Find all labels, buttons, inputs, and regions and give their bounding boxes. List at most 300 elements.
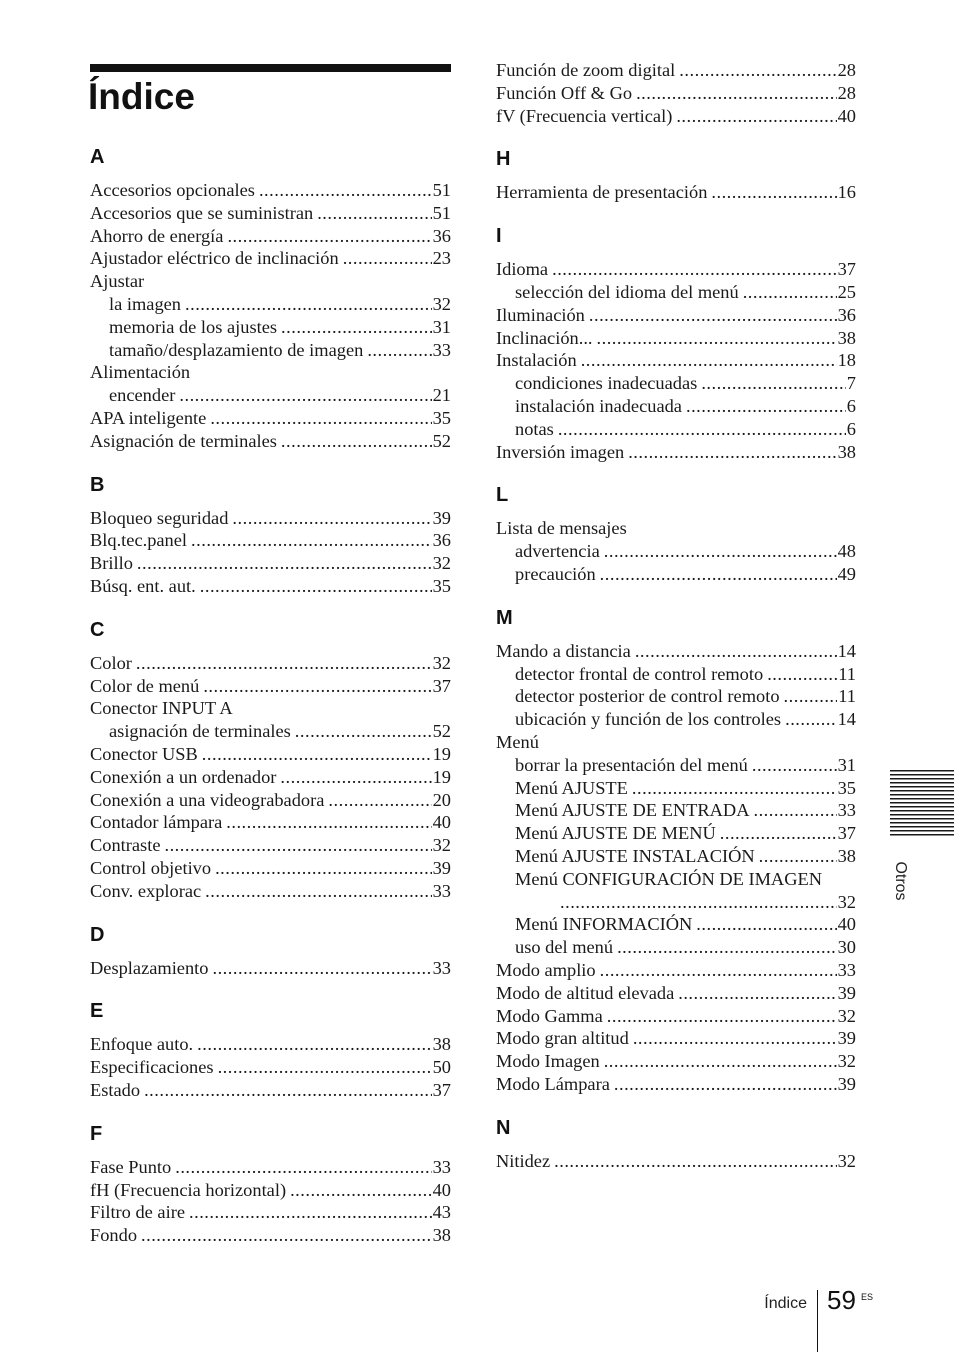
index-entry	[90, 1056, 451, 1079]
index-term: la imagen	[109, 293, 182, 314]
index-entry	[496, 1005, 856, 1028]
index-entry	[90, 766, 451, 789]
index-page-number: 36	[837, 304, 856, 325]
dot-leader	[175, 1156, 431, 1179]
index-entry	[90, 1201, 451, 1224]
index-term: detector frontal de control remoto	[515, 663, 764, 684]
index-term: fH (Frecuencia horizontal)	[90, 1179, 287, 1200]
index-term: Color de menú	[90, 675, 200, 696]
dot-leader	[676, 105, 836, 128]
page-language-code: ES	[861, 1292, 874, 1302]
dot-leader	[554, 1150, 836, 1173]
dot-leader	[205, 880, 431, 903]
dot-leader	[711, 181, 836, 204]
index-letter-heading: I	[496, 225, 502, 248]
dot-leader	[343, 247, 432, 270]
footer-divider	[817, 1290, 818, 1352]
index-entry	[496, 1150, 856, 1173]
index-section	[90, 145, 451, 453]
index-term: Desplazamiento	[90, 957, 209, 978]
dot-leader	[558, 418, 846, 441]
dot-leader	[259, 179, 432, 202]
index-term: Inclinación...	[496, 327, 593, 348]
dot-leader	[678, 982, 836, 1005]
index-page-number: 49	[837, 563, 856, 584]
index-term: Conexión a una videograbadora	[90, 789, 325, 810]
dot-leader	[226, 811, 431, 834]
index-section	[90, 1122, 451, 1247]
index-entry	[496, 868, 856, 891]
index-entry	[90, 270, 451, 293]
dot-leader	[164, 834, 431, 857]
index-entry	[496, 563, 856, 586]
index-page-number: 37	[432, 1079, 451, 1100]
index-entry	[496, 105, 856, 128]
index-term: Brillo	[90, 553, 133, 574]
dot-leader	[635, 640, 837, 663]
index-section	[496, 606, 856, 1096]
index-entry	[90, 179, 451, 202]
section-tab-marker	[890, 770, 954, 836]
index-entry	[90, 247, 451, 270]
dot-leader	[212, 957, 431, 980]
index-entry	[496, 891, 856, 914]
index-page-number: 37	[837, 823, 856, 844]
page-number: 59	[827, 1285, 856, 1315]
index-page-number: 33	[432, 957, 451, 978]
dot-leader	[210, 407, 431, 430]
index-page-number: 19	[432, 766, 451, 787]
dot-leader	[696, 913, 836, 936]
index-term: Ahorro de energía	[90, 225, 224, 246]
index-page-number: 21	[432, 385, 451, 406]
index-page-number: 43	[432, 1202, 451, 1223]
dot-leader	[232, 507, 431, 530]
index-page-number: 39	[837, 1073, 856, 1094]
dot-leader	[189, 1201, 432, 1224]
index-entry	[496, 959, 856, 982]
index-term: Contador lámpara	[90, 812, 223, 833]
index-term: advertencia	[515, 541, 600, 562]
index-section	[90, 473, 451, 598]
dot-leader	[752, 754, 837, 777]
index-section	[496, 1116, 856, 1173]
index-entry	[496, 181, 856, 204]
index-page-number: 33	[432, 1156, 451, 1177]
index-page-number: 36	[432, 225, 451, 246]
index-page-number: 39	[837, 982, 856, 1003]
index-term: Menú AJUSTE INSTALACIÓN	[515, 845, 755, 866]
index-term: Color	[90, 652, 132, 673]
index-term: Accesorios opcionales	[90, 180, 255, 200]
index-term: encender	[109, 385, 176, 406]
index-page-number: 28	[837, 82, 856, 103]
index-letter-heading: L	[496, 484, 509, 507]
index-page-number: 32	[432, 553, 451, 574]
index-term: Menú AJUSTE DE ENTRADA	[515, 800, 750, 821]
index-entry	[496, 1050, 856, 1073]
index-entry	[496, 540, 856, 563]
index-letter-heading: E	[90, 1000, 104, 1023]
index-entry	[90, 1156, 451, 1179]
index-term: Bloqueo seguridad	[90, 507, 229, 528]
dot-leader	[617, 936, 837, 959]
index-entry	[90, 675, 451, 698]
index-entry	[90, 384, 451, 407]
index-page-number: 39	[837, 1028, 856, 1049]
index-entry	[496, 517, 856, 540]
index-term: Conv. explorac	[90, 880, 202, 901]
index-page-number: 32	[837, 1005, 856, 1026]
index-page-number: 6	[846, 418, 856, 439]
index-column-left	[90, 145, 451, 1267]
index-page-number: 32	[837, 1051, 856, 1072]
dot-leader	[633, 1027, 837, 1050]
index-page-number: 31	[837, 754, 856, 775]
index-term: Alimentación	[90, 362, 191, 383]
index-term: Conector USB	[90, 743, 198, 764]
index-entry	[496, 777, 856, 800]
index-page-number: 52	[432, 430, 451, 451]
dot-leader	[144, 1079, 432, 1102]
index-letter-heading: N	[496, 1116, 511, 1139]
footer-section-label: Índice	[764, 1295, 807, 1312]
index-term: Lista de mensajes	[496, 518, 627, 539]
index-page-number: 35	[432, 575, 451, 596]
index-term: Modo Imagen	[496, 1051, 600, 1072]
index-entry	[496, 395, 856, 418]
dot-leader	[290, 1179, 432, 1202]
index-entry	[90, 1179, 451, 1202]
index-page-number: 37	[837, 259, 856, 280]
index-page-number: 14	[837, 640, 856, 661]
dot-leader	[203, 675, 431, 698]
index-entry	[90, 811, 451, 834]
dot-leader	[367, 339, 431, 362]
index-term: notas	[515, 418, 554, 439]
index-term: Modo de altitud elevada	[496, 982, 675, 1003]
index-page-number: 51	[432, 202, 451, 223]
index-entry	[90, 507, 451, 530]
dot-leader	[679, 59, 836, 82]
index-entry	[90, 789, 451, 812]
index-page-number: 23	[432, 248, 451, 269]
dot-leader	[552, 258, 837, 281]
index-entry	[90, 361, 451, 384]
index-entry	[90, 720, 451, 743]
index-column-right	[496, 59, 856, 1192]
index-page-number: 30	[837, 937, 856, 958]
index-term: Especificaciones	[90, 1057, 214, 1078]
index-letter-heading: D	[90, 923, 105, 946]
index-page-number: 11	[838, 663, 856, 684]
index-letter-heading: M	[496, 606, 513, 629]
dot-leader	[281, 430, 432, 453]
index-entry	[90, 407, 451, 430]
index-page-number: 38	[837, 441, 856, 462]
index-term: uso del menú	[515, 937, 614, 958]
index-section	[496, 483, 856, 585]
dot-leader	[317, 202, 431, 225]
index-section	[496, 224, 856, 463]
index-term: detector posterior de control remoto	[515, 686, 780, 707]
index-term: Mando a distancia	[496, 640, 631, 661]
index-term: Blq.tec.panel	[90, 530, 188, 551]
index-entry	[496, 304, 856, 327]
dot-leader	[720, 822, 837, 845]
index-page-number: 39	[432, 857, 451, 878]
section-tab-label: Otros	[892, 861, 909, 901]
index-page-number: 40	[837, 914, 856, 935]
index-page-number: 32	[432, 835, 451, 856]
index-entry	[496, 640, 856, 663]
dot-leader	[581, 349, 837, 372]
index-term: APA inteligente	[90, 407, 207, 428]
index-page-number: 38	[432, 1225, 451, 1246]
index-page-number: 14	[837, 709, 856, 730]
index-entry	[496, 281, 856, 304]
index-entry	[496, 1073, 856, 1096]
index-entry	[90, 293, 451, 316]
index-term: Función Off & Go	[496, 82, 633, 103]
index-entry	[496, 708, 856, 731]
index-entry	[496, 327, 856, 350]
dot-leader	[191, 529, 432, 552]
dot-leader	[215, 857, 432, 880]
dot-leader	[202, 743, 432, 766]
dot-leader	[759, 845, 837, 868]
dot-leader	[636, 82, 837, 105]
index-term: Filtro de aire	[90, 1202, 185, 1223]
index-term: ubicación y función de los controles	[515, 709, 782, 730]
index-page-number: 36	[432, 530, 451, 551]
index-term: Menú	[496, 731, 539, 752]
index-page-number: 33	[432, 339, 451, 360]
index-term: Menú INFORMACIÓN	[515, 914, 693, 935]
index-entry	[90, 857, 451, 880]
dot-leader	[218, 1056, 432, 1079]
index-page-number: 32	[432, 293, 451, 314]
index-term: Menú AJUSTE DE MENÚ	[515, 823, 716, 844]
dot-leader	[200, 575, 432, 598]
index-page-number: 37	[432, 675, 451, 696]
index-page-number: 35	[837, 777, 856, 798]
index-entry	[496, 845, 856, 868]
index-entry	[90, 1224, 451, 1247]
index-term: tamaño/desplazamiento de imagen	[109, 339, 364, 360]
dot-leader	[197, 1033, 431, 1056]
dot-leader	[136, 652, 432, 675]
dot-leader	[560, 891, 837, 914]
dot-leader	[686, 395, 846, 418]
index-page-number: 52	[432, 721, 451, 742]
index-term: Control objetivo	[90, 857, 212, 878]
index-entry	[90, 880, 451, 903]
index-entry	[496, 349, 856, 372]
dot-leader	[767, 663, 837, 686]
index-entry	[496, 418, 856, 441]
dot-leader	[280, 766, 431, 789]
dot-leader	[600, 563, 837, 586]
index-entry	[90, 834, 451, 857]
index-page-number: 38	[837, 845, 856, 866]
index-page-number: 39	[432, 507, 451, 528]
index-term: borrar la presentación del menú	[515, 754, 748, 775]
index-page-number: 40	[432, 1179, 451, 1200]
index-entry	[90, 316, 451, 339]
index-term: Menú AJUSTE	[515, 777, 628, 798]
dot-leader	[328, 789, 431, 812]
index-entry	[496, 822, 856, 845]
index-section	[90, 618, 451, 903]
index-page-number: 48	[837, 541, 856, 562]
index-page-number: 35	[432, 407, 451, 428]
index-entry	[496, 731, 856, 754]
index-page-number: 33	[837, 800, 856, 821]
index-entry	[496, 936, 856, 959]
page-title: Índice	[88, 76, 195, 117]
index-entry	[90, 957, 451, 980]
index-page-number: 7	[846, 373, 856, 394]
index-entry	[90, 575, 451, 598]
title-rule	[90, 64, 451, 72]
index-entry	[496, 258, 856, 281]
index-term: Contraste	[90, 835, 161, 856]
index-page-number: 25	[837, 281, 856, 302]
index-term: Nitidez	[496, 1150, 551, 1171]
index-page-number: 38	[432, 1034, 451, 1055]
index-page-number: 33	[432, 880, 451, 901]
index-term: Iluminación	[496, 304, 585, 325]
index-term: memoria de los ajustes	[109, 316, 278, 337]
dot-leader	[589, 304, 837, 327]
dot-leader	[281, 316, 432, 339]
index-term: Estado	[90, 1079, 141, 1100]
index-term: Modo Gamma	[496, 1005, 603, 1026]
index-section	[90, 999, 451, 1101]
index-page-number: 38	[837, 327, 856, 348]
index-entry	[90, 552, 451, 575]
index-term: Accesorios que se suministran	[90, 202, 314, 223]
index-letter-heading: A	[90, 146, 105, 168]
index-term: condiciones inadecuadas	[515, 373, 698, 394]
dot-leader	[227, 225, 431, 248]
index-term: selección del idioma del menú	[515, 281, 739, 302]
dot-leader	[607, 1005, 837, 1028]
index-entry	[496, 663, 856, 686]
index-term: Enfoque auto.	[90, 1034, 194, 1055]
index-term: Fondo	[90, 1225, 138, 1246]
index-term: Búsq. ent. aut.	[90, 575, 196, 596]
index-section	[496, 147, 856, 204]
dot-leader	[785, 708, 837, 731]
index-term: precaución	[515, 563, 596, 584]
index-letter-heading: B	[90, 473, 105, 496]
dot-leader	[295, 720, 432, 743]
index-entry	[496, 441, 856, 464]
dot-leader	[185, 293, 432, 316]
index-page-number: 11	[838, 686, 856, 707]
index-entry	[90, 430, 451, 453]
index-page-number: 51	[432, 180, 451, 200]
index-entry	[90, 743, 451, 766]
index-page-number: 16	[837, 182, 856, 203]
index-letter-heading: C	[90, 618, 105, 641]
index-entry	[90, 225, 451, 248]
dot-leader	[632, 777, 837, 800]
index-term: Asignación de terminales	[90, 430, 277, 451]
index-page-number: 33	[837, 959, 856, 980]
index-term: Ajustar	[90, 271, 145, 292]
index-page-number: 20	[432, 789, 451, 810]
dot-leader	[604, 540, 837, 563]
dot-leader	[179, 384, 431, 407]
index-page-number: 18	[837, 350, 856, 371]
index-entry	[496, 754, 856, 777]
index-term: Ajustador eléctrico de inclinación	[90, 248, 339, 269]
index-page-number: 32	[432, 652, 451, 673]
dot-leader	[743, 281, 837, 304]
dot-leader	[600, 959, 837, 982]
index-page-number: 32	[837, 891, 856, 912]
index-page-number: 28	[837, 60, 856, 80]
dot-leader	[614, 1073, 837, 1096]
dot-leader	[628, 441, 836, 464]
index-page-number: 31	[432, 316, 451, 337]
index-letter-heading: F	[90, 1122, 103, 1145]
index-entry	[90, 652, 451, 675]
index-entry	[496, 372, 856, 395]
index-entry	[496, 82, 856, 105]
index-term: Fase Punto	[90, 1156, 172, 1177]
index-section	[90, 923, 451, 980]
dot-leader	[784, 685, 838, 708]
index-page-number: 40	[432, 812, 451, 833]
index-entry	[90, 339, 451, 362]
dot-leader	[753, 799, 836, 822]
dot-leader	[597, 327, 837, 350]
dot-leader	[137, 552, 432, 575]
index-page-number: 50	[432, 1057, 451, 1078]
index-page-number: 40	[837, 105, 856, 126]
index-entry	[90, 697, 451, 720]
index-entry	[496, 982, 856, 1005]
index-page-number: 6	[846, 395, 856, 416]
index-entry	[90, 529, 451, 552]
index-term: Inversión imagen	[496, 441, 625, 462]
dot-leader	[604, 1050, 837, 1073]
index-entry	[90, 1079, 451, 1102]
index-entry	[496, 913, 856, 936]
index-term: fV (Frecuencia vertical)	[496, 105, 673, 126]
index-term: Idioma	[496, 259, 549, 280]
index-term: Instalación	[496, 350, 577, 371]
index-term: Función de zoom digital	[496, 60, 676, 80]
index-term: Modo Lámpara	[496, 1073, 610, 1094]
index-term: instalación inadecuada	[515, 395, 682, 416]
index-entry	[90, 202, 451, 225]
index-term: Menú CONFIGURACIÓN DE IMAGEN	[515, 868, 823, 889]
index-term: Modo gran altitud	[496, 1028, 629, 1049]
index-term: Herramienta de presentación	[496, 182, 708, 203]
index-term: Conexión a un ordenador	[90, 766, 277, 787]
index-page-number: 32	[837, 1150, 856, 1171]
dot-leader	[141, 1224, 432, 1247]
dot-leader	[701, 372, 845, 395]
index-entry	[496, 59, 856, 82]
index-letter-heading: H	[496, 148, 511, 171]
index-section	[496, 59, 856, 127]
